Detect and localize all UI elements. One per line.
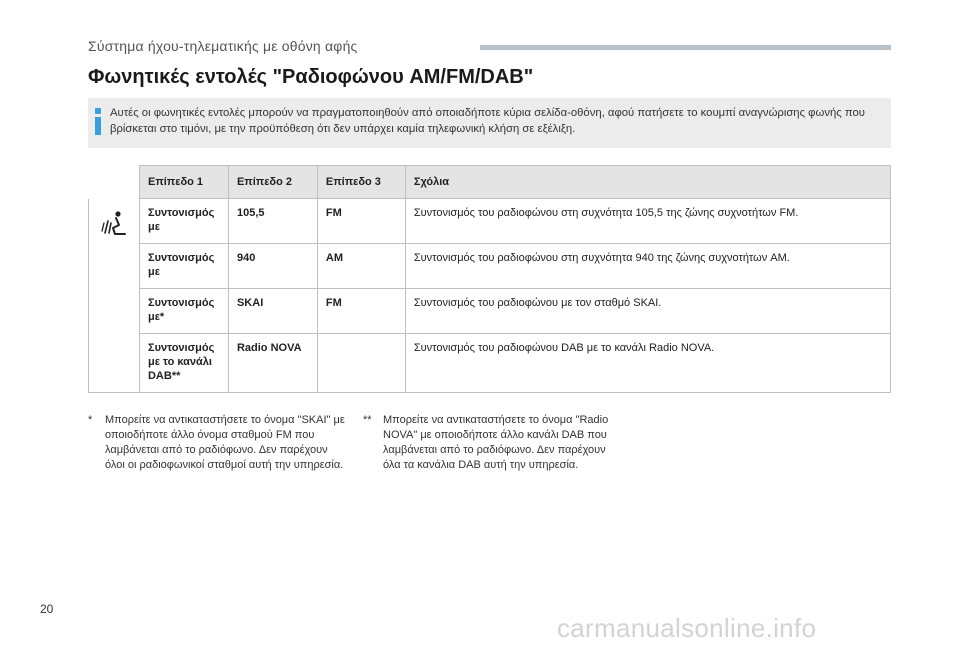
cell-comment: Συντονισμός του ραδιοφώνου με τον σταθμό SKAI. (405, 289, 890, 334)
header-comments: Σχόλια (405, 166, 890, 199)
cell-comment: Συντονισμός του ραδιοφώνου στη συχνότητα 940 της ζώνης συχνοτήτων AM. (405, 244, 890, 289)
cell-level-1: Συντονισμός με το κανάλι DAB** (139, 334, 228, 393)
header-level-2: Επίπεδο 2 (228, 166, 317, 199)
footnote-mark: * (88, 414, 93, 426)
footnote-text: Μπορείτε να αντικαταστήσετε το όνομα "SKAI" με οποιοδήποτε άλλο όνομα σταθμού FM που λαμβάνεται από το ραδιόφωνο. Δεν παρέχουν όλοι οι ραδιοφωνικοί σταθμοί αυτή την υπηρεσία. (105, 414, 345, 471)
info-note-text: Αυτές οι φωνητικές εντολές μπορούν να πραγματοποιηθούν από οποιαδήποτε κύρια σελίδα-οθόνη, αφού πατήσετε το κουμπί αναγνώρισης φωνής που βρίσκεται στο τιμόνι, με την προϋπόθεση ότι δεν υπάρχει καμία τηλεφωνική κλήση σε εξέλιξη. (110, 107, 865, 135)
cell-level-3: FM (317, 289, 405, 334)
table-header-row (89, 166, 891, 199)
table-row (89, 199, 891, 244)
info-icon (94, 108, 102, 136)
cell-level-3: AM (317, 244, 405, 289)
cell-level-2: 105,5 (228, 199, 317, 244)
voice-command-icon (99, 209, 129, 237)
cell-level-1: Συντονισμός με (139, 244, 228, 289)
cell-level-2: SKAI (228, 289, 317, 334)
table-row (89, 334, 891, 393)
cell-level-3: FM (317, 199, 405, 244)
header-level-1: Επίπεδο 1 (139, 166, 228, 199)
watermark: carmanualsonline.info (557, 613, 817, 643)
footnote-text: Μπορείτε να αντικαταστήσετε το όνομα "Radio NOVA" με οποιοδήποτε άλλο κανάλι DAB που λαμβάνεται από το ραδιόφωνο. Δεν παρέχουν όλα τα κανάλια DAB αυτή την υπηρεσία. (383, 414, 609, 471)
cell-level-2: 940 (228, 244, 317, 289)
page-number: 20 (40, 602, 54, 616)
cell-comment: Συντονισμός του ραδιοφώνου DAB με το κανάλι Radio NOVA. (405, 334, 890, 393)
voice-commands-table (88, 165, 891, 393)
header-level-3: Επίπεδο 3 (317, 166, 405, 199)
section-title: Σύστημα ήχου-τηλεματικής με οθόνη αφής (88, 38, 358, 54)
footnote-mark: ** (363, 414, 372, 426)
table-row (89, 289, 891, 334)
voice-icon-cell (89, 199, 140, 393)
table-row (89, 244, 891, 289)
header-bar (480, 45, 891, 50)
page-title: Φωνητικές εντολές "Ραδιοφώνου AM/FM/DAB" (88, 66, 534, 88)
info-note (88, 98, 891, 148)
cell-level-1: Συντονισμός με (139, 199, 228, 244)
cell-level-1: Συντονισμός με* (139, 289, 228, 334)
cell-comment: Συντονισμός του ραδιοφώνου στη συχνότητα 105,5 της ζώνης συχνοτήτων FM. (405, 199, 890, 244)
cell-level-2: Radio NOVA (228, 334, 317, 393)
cell-level-3 (317, 334, 405, 393)
